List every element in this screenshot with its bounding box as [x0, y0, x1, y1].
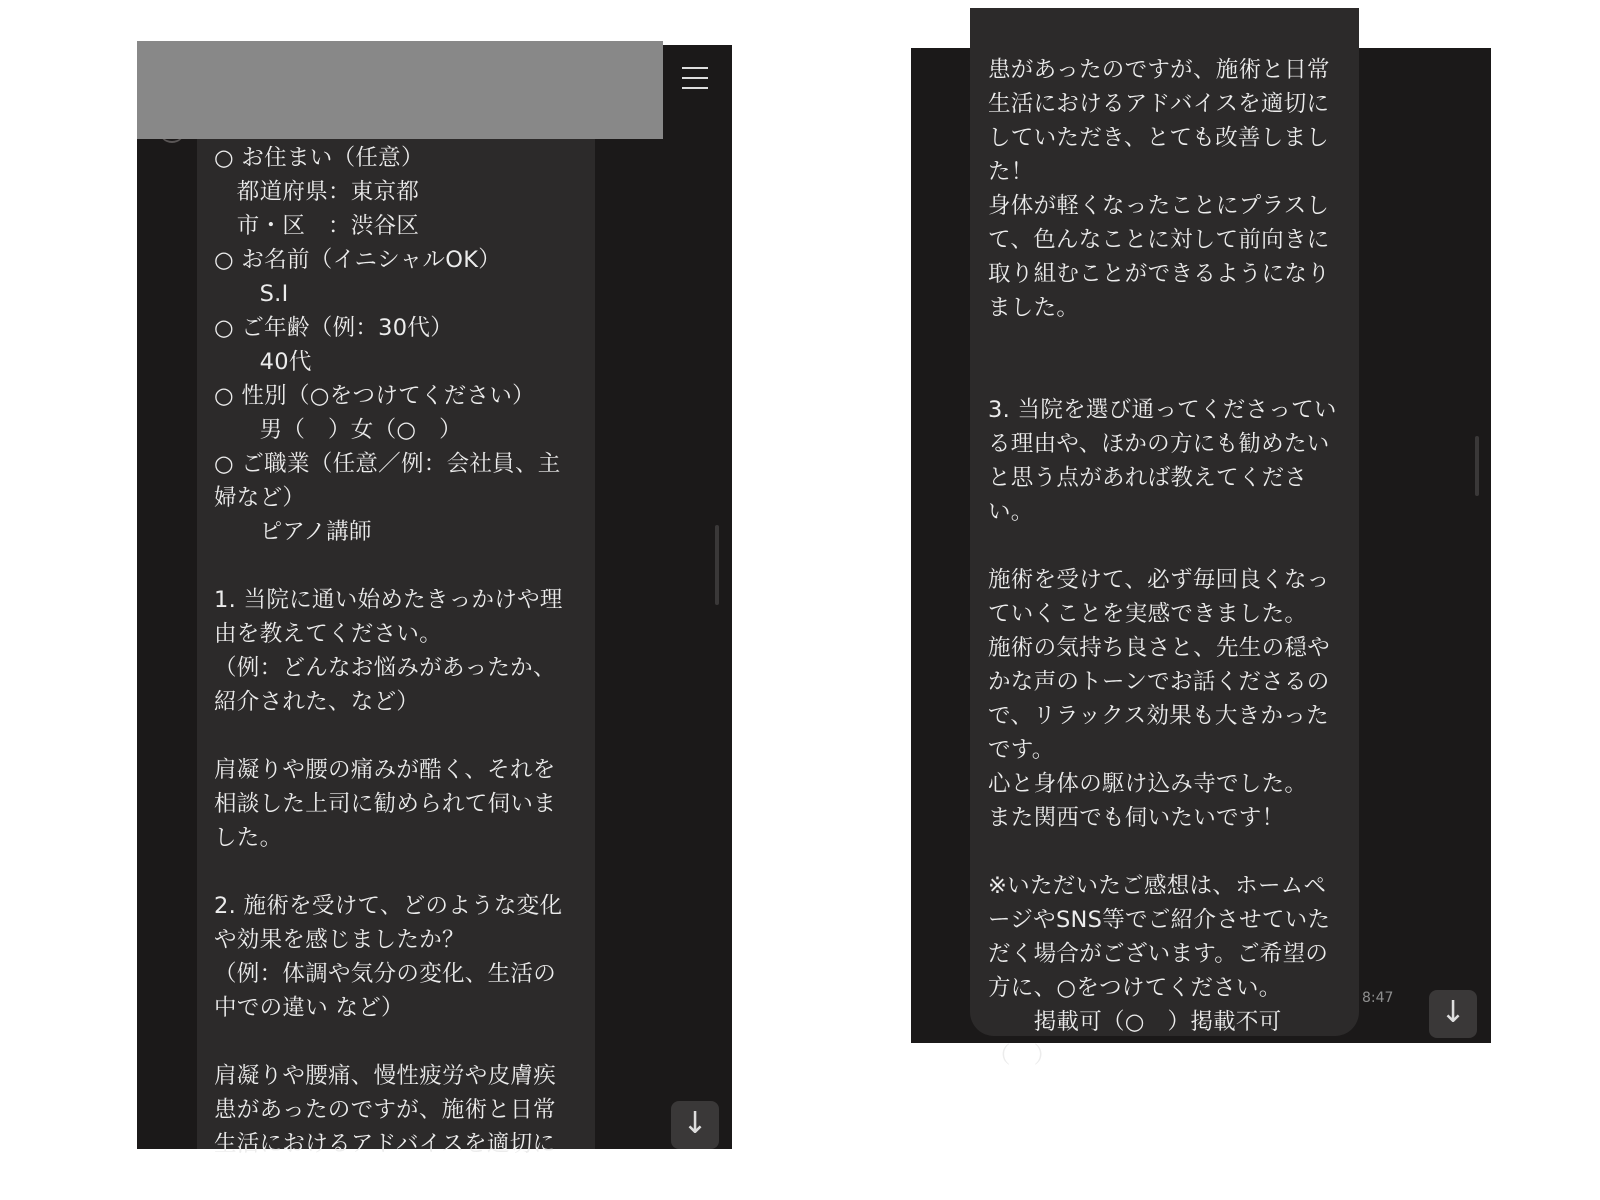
message-timestamp: 8:47: [1362, 990, 1394, 1006]
arrow-down-icon[interactable]: ↓: [1429, 990, 1477, 1038]
chat-screen-right: [911, 48, 1491, 1069]
hamburger-menu-icon[interactable]: [682, 67, 708, 91]
arrow-down-icon[interactable]: ↓: [671, 1101, 719, 1149]
scrollbar-thumb[interactable]: [715, 525, 719, 605]
message-text: 患があったのですが、施術と日常 生活におけるアドバイスを適切に していただき、とても改善しまし た！ 身体が軽くなったことにプラスし て、色んなことに対して前向きに 取り組むことができるようになり ました。 3. 当院を選び通ってくださってい る理由や、ほかの方にも勧めたい と思う点があれば教えてくださ い。 施術を受けて、必ず毎回良くなっ ていくことを実感できました。 施術の気持ち良さと、先生の穏や かな声のトーンでお話くださるの で、リラックス効果も大きかった です。 心と身体の駆け込み寺でした。 また関西でも伺いたいです！ ※いただいたご感想は、ホームペ ージやSNS等でご紹介させていた だく場合がございます。ご希望の 方に、○をつけてください。 掲載可（○ ）掲載不可 （ ）: [988, 57, 1337, 1069]
redacted-header: [137, 41, 663, 139]
message-text: ○ お住まい（任意） 都道府県：東京都 市・区 ：渋谷区 ○ お名前（イニシャルOK） S.I ○ ご年齢（例：30代） 40代 ○ 性別（○をつけてください） 男（ ）女（○ ） ○ ご職業（任意／例：会社員、主 婦など） ピアノ講師 1. 当院に通い始めたきっかけや理 由を教えてください。 （例：どんなお悩みがあったか、 紹介された、など） 肩凝りや腰の痛みが酷く、それを 相談した上司に勧められて伺いま した。 2. 施術を受けて、どのような変化 や効果を感じましたか？ （例：体調や気分の変化、生活の 中での違い など） 肩凝りや腰痛、慢性疲労や皮膚疾 患があったのですが、施術と日常 生活におけるアドバイスを適切に: [214, 145, 563, 1157]
scrollbar-thumb[interactable]: [1475, 436, 1479, 496]
chat-screen-left: [137, 45, 732, 1157]
